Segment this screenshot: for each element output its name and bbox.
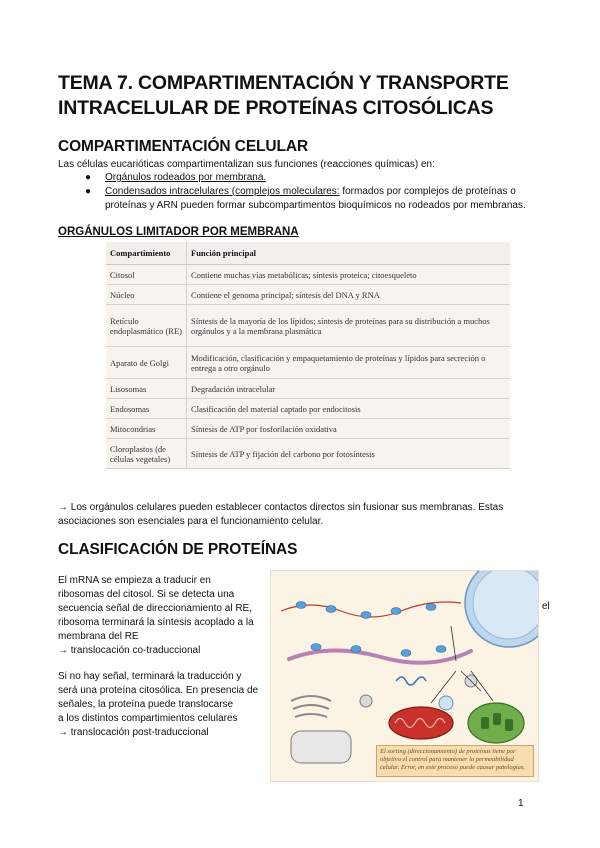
text-line: señales, la proteína puede translocarse [58, 699, 234, 710]
posttranslational-paragraph [58, 670, 273, 740]
protein-chain [396, 677, 426, 685]
bullet-condensados-underlined: Condensados intracelulares (complejos moleculares: [105, 186, 340, 197]
table-row [106, 265, 510, 285]
intro-text: Las células eucarióticas compartimentalizan sus funciones (reacciones químicas) en: [58, 159, 435, 170]
table-row [106, 379, 510, 399]
column-header-function: Función principal [187, 242, 511, 265]
table-cell-compartment: Lisosomas [106, 379, 187, 399]
figure-caption-box: El sorting (direccionamiento) de proteínas tiene por objetivo el control para mantener la permeabilidad celular. Error, en este proceso puede causar patologías. [376, 745, 534, 777]
bullet-condensados-rest: formados por complejos de proteínas o [339, 186, 516, 197]
text-line: ribosomas del citosol. Si se detecta una [58, 589, 235, 600]
table-cell-compartment: Endosomas [106, 399, 187, 419]
table-cell-function: Clasificación del material captado por endocitosis [187, 399, 511, 419]
title-line-2: INTRACELULAR DE PROTEÍNAS CITOSÓLICAS [58, 97, 494, 119]
section-heading-clasificacion: CLASIFICACIÓN DE PROTEÍNAS [58, 541, 298, 558]
table-row [106, 419, 510, 439]
table-row [106, 439, 510, 469]
table-cell-compartment: Aparato de Golgi [106, 347, 187, 379]
golgi-stack [291, 696, 331, 717]
peroxisome-shape [439, 696, 453, 710]
table-row [106, 347, 510, 379]
table-cell-compartment: Núcleo [106, 285, 187, 305]
table-cell-function: Síntesis de ATP y fijación del carbono por fotosíntesis [187, 439, 511, 469]
table-row [106, 305, 510, 347]
compartment-bullet-list [80, 171, 540, 213]
text-line: → translocación co-traduccional [58, 645, 201, 656]
text-line: Si no hay señal, terminará la traducción y [58, 671, 242, 682]
text-line: secuencia señal de direccionamiento al RE, [58, 603, 252, 614]
table-cell-function: Modificación, clasificación y empaquetamiento de proteínas y lípidos para secreción o entrega a otro orgánulo [187, 347, 511, 379]
text-line: El mRNA se empieza a traducir en [58, 575, 211, 586]
table-cell-function: Síntesis de ATP por fosforilación oxidativa [187, 419, 511, 439]
bullet-condensados-line2: proteínas y ARN pueden formar subcompartimentos bioquímicos no rodeados por membranas. [105, 200, 526, 211]
page-title [58, 71, 558, 121]
text-line: a los distintos compartimientos celulares [58, 713, 238, 724]
text-line: ribosoma terminará la síntesis acoplado a la [58, 617, 254, 628]
note-line-1: → Los orgánulos celulares pueden establecer contactos directos sin fusionar sus membranas. Estas [58, 502, 504, 513]
table-cell-function: Contiene muchas vías metabólicas; síntesis proteica; citoesqueleto [187, 265, 511, 285]
table-cell-function: Síntesis de la mayoría de los lípidos; síntesis de proteínas para su distribución a muchos orgánulos y a la membrana plasmática [187, 305, 511, 347]
list-item [80, 171, 540, 185]
section-heading-compartimentacion: COMPARTIMENTACIÓN CELULAR [58, 138, 309, 155]
table-cell-compartment: Retículo endoplasmático (RE) [106, 305, 187, 347]
list-item [80, 185, 540, 213]
text-line: membrana del RE [58, 631, 139, 642]
table-cell-compartment: Citosol [106, 265, 187, 285]
table-cell-function: Degradación intracelular [187, 379, 511, 399]
vesicle [360, 695, 372, 707]
page-number: 1 [518, 798, 524, 809]
bullet-dot-icon: ● [85, 172, 92, 183]
column-header-compartment: Compartimiento [106, 242, 187, 265]
table-cell-compartment: Mitocondrias [106, 419, 187, 439]
table-cell-function: Contiene el genoma principal; síntesis del DNA y RNA [187, 285, 511, 305]
note-line-2: asociaciones son esenciales para el funcionamiento celular. [58, 516, 324, 527]
table-cell-compartment: Cloroplastos (de células vegetales) [106, 439, 187, 469]
table-row [106, 399, 510, 419]
title-line-1: TEMA 7. COMPARTIMENTACIÓN Y TRANSPORTE [58, 72, 509, 94]
mitochondrion-shape [389, 707, 453, 739]
text-line: → translocación post-traduccional [58, 727, 209, 738]
endomembrane-compartment [291, 731, 351, 763]
ribosome-cluster [296, 602, 436, 619]
text-line: será una proteína citosólica. En presencia de [58, 685, 259, 696]
er-membrane [289, 650, 471, 662]
organelle-contacts-note [58, 501, 558, 529]
stray-word: el [542, 601, 550, 612]
section-heading-organulos: ORGÁNULOS LIMITADOR POR MEMBRANA [58, 226, 299, 238]
organelle-function-table [106, 242, 510, 469]
cotranslational-paragraph [58, 574, 273, 658]
bullet-organulos: Orgánulos rodeados por membrana. [105, 172, 267, 183]
bullet-dot-icon: ● [85, 186, 92, 197]
table-row [106, 285, 510, 305]
table-header-row [106, 242, 510, 265]
